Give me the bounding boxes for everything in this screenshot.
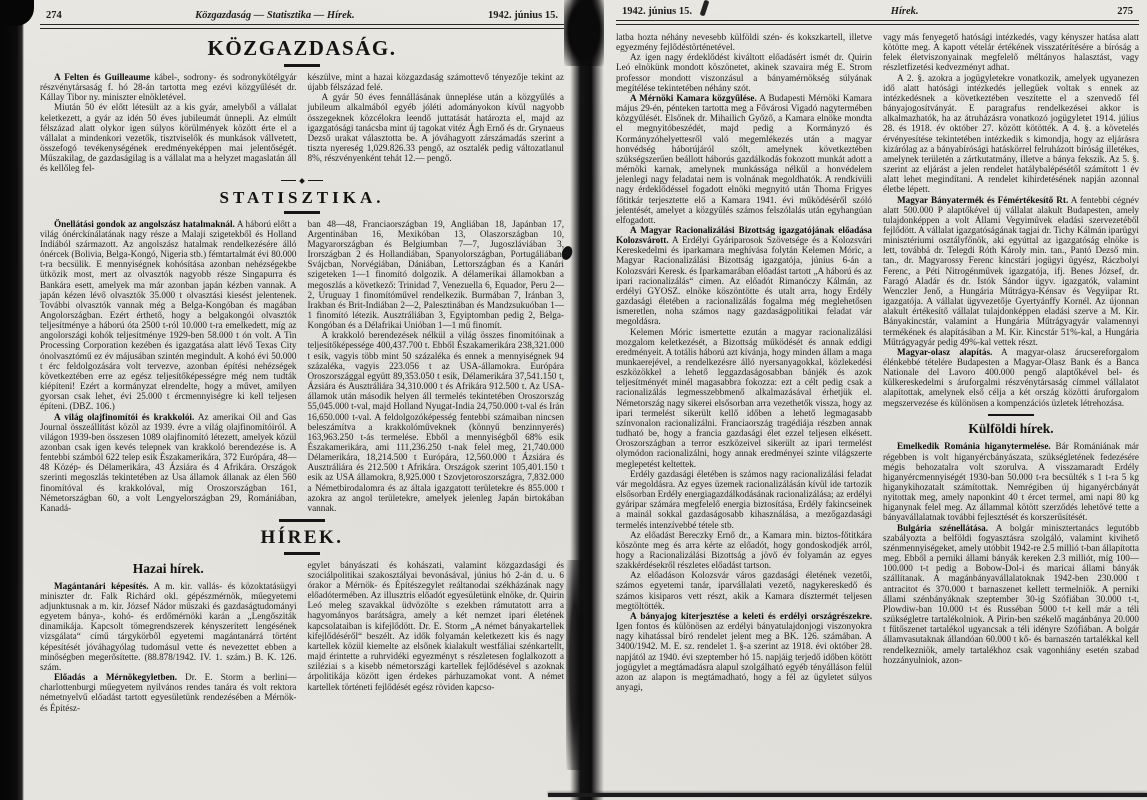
paragraph-text: Erdély gazdasági életében is számos nagy racionalizálási feladat vár megoldásra. Az egyes üzemek racionalizálásán kívül ide tartozik elsősorban Erdély energiagazdálkodásának racionalizálása; az erdélyi gyáripar számára megfelelő energia biztosítása, Erdély fakincseinek a mainál sokkal gazdaságosabb kihasználása, a mezőgazdasági termelés intenzívebbé tétele stb.	[616, 468, 872, 530]
text-column	[40, 560, 297, 713]
scan-left-edge	[0, 0, 24, 800]
paragraph-text: ban 48—48, Franciaországban 19, Angliában 18, Japánban 17, Argentinában 16, Mexikóban 13, Olaszországban 10, Magyarországban és Belgiumban 7—7, Jugoszláviában 3, Irországban 2 és Hollandiában, Spanyolországban, Portugáliában, Svájcban, Norvégiában, Dániában, Lettországban és a Kanári szigeteken 1—1 finomító dolgozik. A délamerikai államokban a megoszlás a következő: Trinidad 7, Venezuella 6, Equador, Peru 2—2, Uruguay 1 finomítóművel rendelkezik. Burmában 7, Iránban 3, Irakban és Brit-Indiában 2—2, Palesztinában és Mandzsukuóban 1—1 finomító létezik. Ausztráliában 3, Egyiptomban pedig 2, Belga-Kongóban és a Délafrikai Unióban 1—1 mű finomít.	[307, 218, 564, 331]
paragraph-text: A bolgár minisztertanács legutóbb szabályozta a belföldi fogyasztásra szolgáló, valamint kivihető szénmennyiségeket, amely utóbbit 1942-re 2.5 millió t-ban állapította meg. Ebből a perniki állami bányák kereken 2.3 milliót, míg 100—100.000 t-t pedig a Bobow-Dol-i és maricai állami bányák szállítanak. A magánbányavállalatoknak 1942-ben 230.000 t antracitot és 370.000 t barnaszenet kellett termelniök. A perniki állami szénbányáknak szeptember 30-ig Szófiában 30.000 t-t, Plowdiw-ban 10.000 t-t és Russéban 5000 t-t kell már a téli szükségletre tartalékolniok. A Pirin-ben székelő magánbánya 20.000 t fűtőszenet tartalékol ugyancsak a téli idényre Szófiában. A bolgár államvasutaknak állandóan 60.000 t kő- és barnaszén tartalékkal kell rendelkezniök, amely tartalékhoz csak vagonhiány esetén szabad hozzányulniok, azon-	[883, 522, 1139, 665]
subsection-title-hazai-hirek: Hazai hírek.	[132, 560, 204, 576]
paragraph-lead: A Mérnöki Kamara közgyűlése.	[630, 92, 757, 103]
paragraph	[616, 52, 872, 93]
page-274	[26, 0, 572, 800]
text-column	[308, 219, 565, 514]
paragraph-text: A Budapesti Mérnöki Kamara május 29-én, pénteken tartotta meg a Fővárosi Vigadó nagytermében közgyűlését. Elsőnek dr. Mihailich Győző, a Kamara elnöke mondta el megnyitóbeszédét, majd pedig a Kormányzó és Kormányzóhelyettesről való megemlékezés után a magyar honvédség háborújáról szólt, amelynek következtében szükségszerűen beállott háborús gazdálkodás fokozott munkát adott a mérnöki karnak, amelynek munkássága nélkül a honvédelem jelenlegi nagy feladatai nem is volnának megoldhatók. A rendkívüli nagy érdeklődéssel fogadott elnöki megnyitó után Thoma Frigyes főtitkár terjesztette elő a Kamara 1941. évi működéséről szóló jelentését, amelyet a közgyűlés számos felszólalás után egyhangúan elfogadott.	[616, 92, 872, 225]
paragraph-text: A háború előtt a világ ónérckínálatának nagy része a Malaji szigetekből és Holland Indiából származott. Az angolszász hatalmak rendelkezésére álló ónércek (Bolivia, Belga-Kongó, Nigeria stb.) fémtartalmát évi 80.000 t-ra becsülik. E mennyiségnek kohósítása azonban nehézségekbe ütközik most, mert az olvasztók nagyobb része Singapurra és Bankára esett, amelyek ma már azonban japán kézben vannak. A japán kézen lévő olvasztók 35.000 t olvasztási kiesést jelentenek. További olvasztók vannak még a Belga-Kongóban és magában Angolországban. Ezért érthető, hogy a belgakongói olvasztók teljesítménye a háború óta 2500 t-ról 10.000 t-ra emelkedett, míg az angolországi kohók teljesítménye 1929-ben 58.000 t ón volt. A Tin Processing Corporation kezében és igazgatása alatt lévő Texas City ónolvasztómű ez év májusában szintén megindult. A kohó évi 50.000 t érc feldolgozására volt tervezve, azonban építési nehézségek következtében erre az egész teljesítőképességre még nem tudták kiépíteni! Ezért a kormányzat elrendelte, hogy a művet, amilyen gyorsan csak lehet, évi 25.000 t ércmennyiségre ki kell teljesen építeni. (DBZ. 106.)	[40, 218, 297, 412]
paragraph-text: kábel-, sodrony- és sodronykötélgyár részvénytársaság f. hó 28-án tartotta meg ezévi közgyűlését dr. Kállay Tibor ny. miniszter elnökletével.	[40, 72, 297, 103]
paragraph-text: A Erdélyi Gyáriparosok Szövetsége és a Kolozsvári Kereskedelmi és iparkamara meghívása folytán Kelemen Móric, a Magyar Racionalizálási Bizottság igazgatója, június 6-án a Kolozsvári Keresk. és Iparkamarában előadást tartott „A háború és az ipari racionalizálás“ címen. Az előadót Rimanóczy Kálmán, az erdélyi GYOSZ. elnöke köszöntötte és utalt arra, hogy Erdély gazdasági életében a racionalizálás fogalma még meglehetősen ismeretlen, noha számos nagy gazdaságpolitikai feladat vár megoldásra.	[616, 235, 872, 327]
divider-diamond	[299, 178, 305, 184]
page-header	[40, 10, 564, 21]
text-column	[883, 32, 1139, 692]
section-kozgazdasag	[40, 72, 564, 174]
paragraph	[40, 72, 297, 102]
page-header	[616, 6, 1139, 17]
paragraph-lead: A világ olajfinomítói és krakkolói.	[54, 411, 195, 422]
paragraph-text: A krakkoló berendezések nélkül a világ összes finomítóinak a teljesítőképessége 400,437.700 t. Ebből Északamerikára 238,321.000 t esik, vagyis több mint 50 százaléka és ennek a mennyiségnek 94 százaléka, vagyis 223.056 t az USA-államokra. Európára Oroszországgal együtt 89,353.050 t esik, Délamerikára 37,541.150 t, Ázsiára és Ausztráliára 34,310.000 t és Afrikára 912.500 t. Az USA-államok után második helyen áll termelés tekintetében Oroszország 55,045.000 t-val, majd Holland Nyugat-India 24,750.000 t-val és Irán 16,650.000 t-val. A feldolgozóképesség fentebbi számaiban nincsen beleszámítva a krakkolóműveknek (könnyű benzinnyerés) 163,963.250 t-ás termelése. Ebből a mennyiségből 68% esik Északamerikára, ami 111,236.250 t-nak felel meg, 21,740.000 Délamerikára, 18,214.500 t Európára, 12,560.000 t Ázsiára és Ausztráliára és 212.500 t Afrikára. Országok szerint 105,401.150 t esik az USA államokra, 8,925.000 t Szovjetoroszországra, 7,832.000 a Németbirodalomra és az általa igazgatott területekre és 855.000 t azokra az angol területekre, amelyek jelenleg Japán birtokában vannak.	[307, 330, 564, 513]
paragraph	[616, 570, 872, 611]
paragraph	[40, 672, 297, 713]
paragraph-lead: Magyar Bányatermék és Fémértékesítő Rt.	[897, 194, 1069, 205]
page-number: 274	[46, 10, 62, 21]
text-column	[40, 219, 297, 514]
paragraph-text: Kelemen Móric ismertette ezután a magyar racionalizálási mozgalom keletkezését, a Bizottság működését és annak eddigi eredményeit. A totális háború azt kívánja, hogy minden állam a maga munkaerejével, a rendelkezésre álló nyersanyagokkal, közlekedési eszközökkel a lehető leggazdaságosabban bánjék és azok teljesítményét minél magasabbra fokozza: ezt a célt pedig csak a racionalizálás legmesszebbmenő alkalmazásával érhetjük el. Németország nagy sikerei elsősorban arra vezethetők vissza, hogy az ipari termelést sikerült kellő időben a lehető legmagasabb színvonalon racionalizálni. Franciaország tragédiája részben annak tudható be, hogy a francia gazdasági élet ezzel teljesen elkésett. Oroszországban a terror eszközeivel sikerült az ipari termelést olymódon racionalizálni, hogy annak eredményei szinte világszerte meglepetést keltettek.	[616, 326, 872, 469]
paragraph-lead: Magántanári képesítés.	[54, 580, 149, 591]
paragraph-text: A 2. §. azokra a jogügyletekre vonatkozik, amelyek ugyanezen idő alatt hatósági intézkedés jellegűek voltak s ennek az intézkedésnek a következtében veszítette el a szenvedő fél bányajogosítványát. E paragrafus rendelkezései akkor is alkalmazhatók, ha az átruházásra vonatkozó jogügyletet 1914. július 28. és 1918. év október 27. között kötötték. A 4. §. a követelés érvényesítése tekintetében intézkedik s kimondja, hogy az eljárásra kizárólag az a bányabírósági hatáskörrel felruházott bíróság illetékes, amelynek területén a zártkutatmány, illetve a bánya fekszik. Az 5. §. szerint az eljárást a jelen rendelet hatálybalépésétől számított 1 év alatt lehet megindítani. A rendelet kihirdetésének napján azonnal életbe lépett.	[883, 72, 1139, 195]
section-divider-rule	[988, 414, 1034, 417]
paragraph	[308, 560, 565, 692]
section-hirek	[40, 560, 564, 713]
paragraph	[40, 412, 297, 514]
section-title-kozgazdasag: KÖZGAZDASÁG.	[207, 36, 397, 60]
paragraph-lead: A bányajog kiterjesztése a keleti és erdélyi országrészekre.	[630, 610, 872, 621]
section-title-statisztika: STATISZTIKA.	[219, 187, 385, 207]
paragraph	[616, 93, 872, 225]
text-column	[616, 32, 872, 692]
paragraph	[40, 581, 297, 672]
paragraph-text: A fentebbi cégnév alatt 500.000 P alaptőkével új vállalat alakult Budapesten, amely tulajdonképpen a volt Állami Vegyiművek eladási szervezetéből fejlődött. A vállalat igazgatóságának tagjai dr. Tichy Kálmán iparügyi minisztériumi osztályfőnök, aki egyúttal az igazgatóság elnöke is lett, továbbá dr. Telegdi Róth Károly min. tan., Pantó Dezső min. tan., dr. Magyarossy Ferenc kincstári jogügyi ügyész, Ráczbolyi Ferenc, a Péti Nitrogénművek igazgatója, ifj. Benes József, dr. Faragó Aladár és dr. Istók Sándor ügyv. igazgatók, valamint Wenczler Jenő, a Hungária Műtrágya-Kénsav és Vegyiipar Rt. igazgatója. A vállalat ügyvezetője Gyertyánffy Kornél. Az újonnan alakult értékesítő vállalat tulajdonképpen eladási szerve a M. Kir. Bányakincstár, valamint a Hungária Műtrágyagyár valamennyi termékének és alapításában a M. Kir. Kincstár 51%-kal, a Hungária Műtrágyagyár pedig 49%-kal vettek részt.	[883, 194, 1139, 347]
paragraph-lead: Bulgária szénellátása.	[897, 522, 989, 533]
paragraph	[616, 611, 872, 692]
paragraph-lead: Magyar-olasz alapítás.	[897, 346, 993, 357]
running-title: Hírek.	[890, 6, 919, 17]
divider-line	[281, 180, 296, 182]
paragraph	[883, 195, 1139, 347]
paragraph-text: Az előadást Bereczky Ernő dr., a Kamara min. biztos-főtitkára köszönte meg és arra kérte az előadót, hogy gondoskodjék arról, hogy a Racionalizálási Bizottság a jövő év folyamán az egyes szakkérdésekről részletes előadást tartson.	[616, 529, 872, 571]
paragraph-text: készülve, mint a hazai közgazdaság számottevő tényezője tekint az újabb félszázad felé.	[307, 72, 564, 93]
paragraph	[308, 72, 565, 92]
paragraph-lead: A Magyar Racionalizálási Bizottság igazgatójának előadása Kolozsvárott.	[616, 224, 872, 246]
paragraph-text: A magyar-olasz árucsereforgalom élénkebbé tételére Budapesten a Magyar-Olasz Bank és a Banca Nationale del Lavoro 400.000 pengő alaptőkével bel- és külkereskedelmi s áruforgalmi részvénytársaság címmel vállalatot alapítottak, amelynek első célja a két ország közötti áruforgalom megszervezése és különösen a kompenzációs üzletek létrehozása.	[883, 346, 1139, 408]
paragraph	[883, 441, 1139, 522]
paragraph-text: Az amerikai Oil and Gas Journal összeállítást közöl az 1939. évre a világ olajfinomítóiról. A világon 1939-ben összesen 1089 olajfinomító létezett, amelyek közül azonban csak igen kevés telepnek van krakkoló berendezése is. A fentebbi számból 622 telep esik Északamerikára, 372 Európára, 48—48 Közép- és Délamerikára, 43 Ázsiára és 4 Afrikára. Országok szerinti megoszlás tekintetében az Usa államok állanak az élen 560 finomítóval és krakkolóval, míg Oroszországban 161, Németországban 60, a volt Lengyelországban 29, Romániában, Kanadá-	[40, 411, 297, 513]
paragraph	[40, 102, 297, 173]
section-statisztika	[40, 219, 564, 514]
title-underline	[284, 211, 320, 214]
paragraph-text: A gyár 50 éves fennállásának ünneplése után a közgyűlés a jubileum alkalmából egyéb jóléti adományokon kívül nagyobb összegeknek közcélokra leendő juttatását határozta el, majd az igazgatósági tanácsba mint új tagokat vitéz Ágh Ernő és dr. Grynaeus Dezső urakat választotta be. A jóváhagyott zárszámadás szerint a tiszta nyereség 1,029.826.33 pengő, az osztalék pedig változatlanul 8%, részvényenként tehát 12.— pengő.	[307, 92, 564, 164]
paragraph	[883, 73, 1139, 195]
section-divider-ornament	[40, 177, 564, 185]
subsection-title-kulfoldi-hirek: Külföldi hírek.	[968, 421, 1054, 437]
page-number: 275	[1117, 6, 1133, 17]
paragraph	[883, 32, 1139, 73]
title-underline	[284, 64, 320, 67]
paragraph-text: Dr. E. Storm a berlini—charlottenburgi műegyetem nyilvános rendes tanára és volt rektora németnyelvű előadást tartott egyesületünk rendezésében a Mérnök- és Építész-	[40, 672, 297, 713]
paragraph-text: Az igen nagy érdeklődést kiváltott előadásért ismét dr. Quirin Leó elnökünk mondott köszönetet, akinek szavaira még E. Strom professor mondott viszonzásul a bányamérnökség súlyának megítélése tekintetében néhány szót.	[616, 52, 872, 93]
paragraph	[308, 219, 565, 331]
paragraph	[308, 330, 565, 513]
paragraph-text: A m. kir. vallás- és közoktatásügyi miniszter dr. Falk Richárd okl. gépészmérnök, műegyetemi adjunktusnak a m. kir. József Nádor műszaki és gazdaságtudományi egyetem bánya-, kohó- és erdőmérnöki karán a „Lengősziták dinamikája. Kapcsolt tömegrendszerek kényszerített lengésének vizsgálata“ című tárgykörből egyetemi magántanárrá történt képesítését jóváhagyólag tudomásul vette és nevezettet ebben a minőségben megerősítette. (88.878/1942. IV. 1. szám.) B. K. 126. szám.	[40, 580, 297, 672]
paragraph-text: Miután 50 év előtt létesült az a kis gyár, amelyből a vállalat keletkezett, a gyár az idén 50 éves jubileumát ünnepli. Az elmúlt félszázad alatt olykor igen súlyos körülmények között érte el a vállalat a mindenkori vezetők, tisztviselők és munkások vállvetett, összefogó tevékenységének eredményeképpen mai jelentőségét. Műszakilag, de gazdaságilag is a vállalat ma a helyzet magaslatán áll és kellőleg fel-	[40, 102, 297, 174]
paragraph-lead: Emelkedik Románia higanytermelése.	[897, 441, 1051, 452]
section-hirek-continued	[616, 32, 1139, 692]
title-underline	[284, 552, 320, 555]
paragraph	[616, 469, 872, 530]
page-gutter-shadow	[570, 0, 604, 800]
paragraph-lead: Önellátási gondok az angolszász hatalmaknál.	[54, 218, 235, 229]
header-double-rule	[40, 24, 564, 29]
paragraph-text: Igen fontos és különösen az erdélyi bányatulajdonjogi viszonyokra nagy kihatással bíró rendelet jelent meg a BK. 126. számában. A 3400/1942. M. E. sz. rendelet 1. §-a szerint az 1918. évi október 28. napjától az 1940. évi szeptember hó 15. napjáig terjedő időben kötött jogügylet a megtámadásra alapul szolgálható egyéb tényálláson felül azon az alapon is megtámadható, hogy a fél az ügyletet súlyos anyagi,	[616, 621, 872, 692]
paragraph	[308, 92, 565, 163]
issue-date: 1942. június 15.	[622, 6, 693, 17]
page-275	[604, 0, 1147, 800]
text-column	[40, 72, 297, 174]
paragraph	[616, 32, 872, 52]
paragraph	[616, 225, 872, 327]
paragraph-lead: A Felten és Guilleaume	[54, 72, 151, 82]
paragraph	[616, 327, 872, 469]
paragraph-lead: Előadás a Mérnökegyletben.	[54, 672, 178, 683]
paragraph	[883, 347, 1139, 408]
section-divider-rule	[279, 519, 325, 522]
paragraph-text: latba hozta néhány nevesebb külföldi szén- és kokszkartell, illetve egyezmény fejlődéstörténetével.	[616, 32, 872, 53]
paragraph-text: vagy más fenyegető hatósági intézkedés, vagy kényszer hatása alatt kötötte meg. A kapott vételár értékének visszatérítésére a bíróság a felek életviszonyainak megfelelő méltányos halasztást, vagy részletfizetési kedvezményt adhat.	[883, 32, 1139, 73]
paragraph-text: egylet bányászati és kohászati, valamint közgazdasági és szociálpolitikai szakosztályai bevonásával, június hó 2-án d. u. 6 órakor a Mérnök- és Építészegylet reáltanodai székházának nagy előadótermében. Az illusztris előadót egyesületünk elnöke, dr. Quirin Leó meleg szavakkal üdvözölte s ezekben rámutatott arra a hagyományos barátságra, amely a két nemzet ipari életének kapcsolataiban is kifejlődött. Dr. E. Storm „A német bányakartellek kifejlődéséről“ beszélt. Az idők folyamán keletkezett kis és nagy kartellek közül kiemelte az elsőnek kialakult westfáliai szénkartellt, majd érintette a ruhrvidéki egyezményt s részletesen foglalkozott a sziléziai s a kisebb németországi kartellek fejlődésével s azoknak árpolitikája között igen érdekes párhuzamokat vont. A német kartellek történeti fejlődését egész röviden kapcso-	[307, 559, 564, 692]
header-double-rule	[616, 20, 1139, 25]
section-title-hirek: HÍREK.	[260, 526, 344, 548]
text-column	[308, 560, 565, 713]
paragraph	[616, 530, 872, 571]
paragraph-text: Az előadáson Kolozsvár város gazdasági életének vezetői, számos egyetemi tanár, iparvállalati vezető, nagykereskedő és számos kisiparos vett részt, akik a Kamara dísztermét teljesen megtöltötték.	[616, 570, 872, 611]
paragraph	[883, 523, 1139, 665]
paragraph-text: Bár Romániának már régebben is volt higanyércbányászata, szükségletének fedezésére mégis behozatalra volt szorulva. A visszamaradt Erdély higanyércmennyiségét 1930-ban 50.000 t-ra becsülték s 1 t-ra 5 kg higanykihozatalt számítottak. Nemrégiben új higanyércbányát nyitottak meg, amely naponkint 40 t ércet termel, ami napi 80 kg higanynak felel meg. Az állammal kötött szerződés lehetővé tette a bányavállalatnak további fejlesztését és korszerűsítését.	[883, 441, 1139, 523]
text-column	[308, 72, 565, 174]
running-title: Közgazdaság — Statisztika — Hírek.	[195, 10, 355, 21]
paragraph	[40, 219, 297, 412]
issue-date: 1942. június 15.	[487, 10, 558, 21]
divider-line	[308, 180, 323, 182]
